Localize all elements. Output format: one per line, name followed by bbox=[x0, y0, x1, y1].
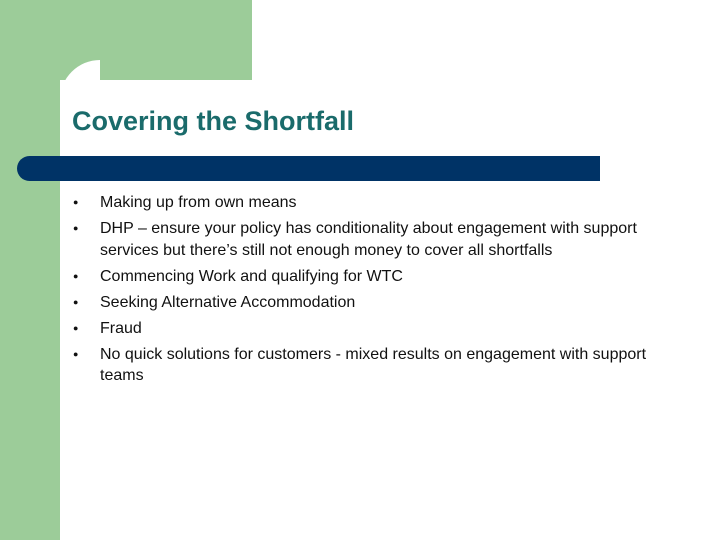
bullet-text: Seeking Alternative Accommodation bbox=[100, 293, 356, 311]
bullet-dot-icon: ● bbox=[73, 270, 79, 281]
bullet-text: Fraud bbox=[100, 319, 142, 337]
bullet-text: No quick solutions for customers - mixed results on engagement with support teams bbox=[100, 345, 647, 384]
bullet-dot-icon: ● bbox=[73, 197, 79, 207]
bullet-list bbox=[73, 192, 673, 391]
bullet-dot-icon: ● bbox=[73, 296, 79, 307]
bullet-item-1 bbox=[73, 192, 673, 214]
bullet-item-5 bbox=[73, 318, 673, 340]
bullet-dot-icon: ● bbox=[73, 348, 79, 359]
bullet-item-6 bbox=[73, 344, 673, 387]
bullet-item-3 bbox=[73, 266, 673, 288]
decorative-green-left-band bbox=[0, 0, 60, 540]
bullet-text: Commencing Work and qualifying for WTC bbox=[100, 267, 403, 285]
title-underline-bar bbox=[17, 156, 600, 181]
bullet-item-4 bbox=[73, 292, 673, 314]
bullet-text: DHP – ensure your policy has conditionality about engagement with support services but there’s still not enough money to cover all shortfalls bbox=[100, 220, 637, 259]
slide-title: Covering the Shortfall bbox=[72, 106, 355, 136]
bullet-dot-icon: ● bbox=[73, 322, 79, 333]
bullet-text: Making up from own means bbox=[100, 194, 297, 211]
bullet-item-2 bbox=[73, 218, 673, 261]
bullet-dot-icon: ● bbox=[73, 223, 79, 233]
